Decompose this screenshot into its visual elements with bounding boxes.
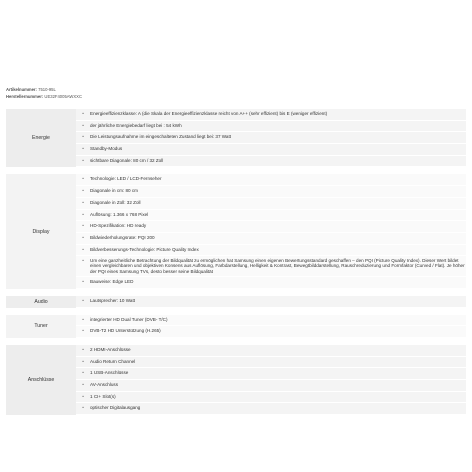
spec-row [76,156,466,168]
section-items [76,174,466,289]
spec-item-text: Bildwiederholungsrate: PQI 200 [90,234,155,240]
bullet-icon: • [82,328,84,334]
article-number-line [6,86,82,93]
bullet-icon: • [82,134,84,140]
spec-row [76,132,466,144]
spec-item-text: Die Leistungsaufnahme im eingeschalteten Zustand liegt bei: 37 Watt [90,134,232,140]
spec-item-text: Standby-Modus [90,146,123,152]
spec-item-text: Lautsprecher: 10 Watt [90,297,136,303]
article-number-value: 7510-95L [38,87,56,92]
spec-row [76,210,466,222]
bullet-icon: • [82,223,84,229]
spec-item-text: 2 HDMI-Anschlüsse [90,347,131,352]
section-gap [6,415,466,421]
section-items [76,296,466,308]
spec-item-text: 1 USB-Anschlüsse [90,370,129,376]
section-label: Tuner [6,315,76,338]
spec-row [76,256,466,277]
spec-row [76,357,466,369]
spec-row [76,245,466,257]
section-label: Energie [6,109,76,167]
bullet-icon: • [82,234,84,240]
spec-item-text: Auflösung: 1.366 x 768 Pixel [90,211,149,217]
spec-item-text: 1 CI+ Slot(s) [90,393,116,399]
section-label: Display [6,174,76,289]
section-label: Anschlüsse [6,345,76,415]
spec-row [76,277,466,289]
bullet-icon: • [82,347,84,352]
spec-row [76,392,466,404]
section-label: Audio [6,296,76,308]
bullet-icon: • [82,279,84,285]
bullet-icon: • [82,176,84,182]
spec-section [6,173,466,289]
section-items [76,345,466,415]
spec-item-text: Um eine ganzheitliche Betrachtung der Bildqualität zu ermöglichen hat Samsung einen eigenen Bewertungsstandard geschaffen – den PQI (Picture Quality Index). Dieser Wert bildet einen vergleichbaren und objektiven Konsens aus Auflösung, Farbdarstellung, Helligkeit & Kontrast, Bewegtbilddarstellung, Rauschreduzierung und Formfaktor (Curved / Flat). Je höher der PQI eines Samsung TVs, desto besser seine Bildqualität [90,257,465,274]
bullet-icon: • [82,199,84,205]
spec-row [76,326,466,338]
spec-row [76,315,466,327]
bullet-icon: • [82,393,84,399]
spec-row [76,144,466,156]
bullet-icon: • [82,188,84,194]
bullet-icon: • [82,382,84,388]
spec-item-text: sichtbare Diagonale: 80 cm / 32 Zoll [90,157,164,163]
spec-row [76,186,466,198]
spec-item-text: HD-Spezifikation: HD ready [90,223,147,229]
spec-item-text: Bauweise: Edge LED [90,279,134,285]
bullet-icon: • [82,370,84,376]
spec-item-text: optischer Digitalausgang [90,405,141,411]
spec-item-text: Technologie: LED / LCD-Fernseher [90,176,162,182]
spec-item-text: Diagonale in Zoll: 32 Zoll [90,199,141,205]
meta-block [6,86,82,100]
spec-section [6,108,466,167]
spec-row [76,403,466,415]
bullet-icon: • [82,316,84,322]
spec-row [76,380,466,392]
section-items [76,109,466,167]
spec-section [6,295,466,308]
spec-item-text: Energieeffizienzklasse: A (die Skala der Energieeffizienzklasse reicht von A++ (sehr effizient) bis E (weniger effizient) [90,111,328,116]
spec-table [6,108,466,421]
bullet-icon: • [82,211,84,217]
bullet-icon: • [82,246,84,252]
bullet-icon: • [82,358,84,364]
spec-row [76,233,466,245]
spec-row [76,221,466,233]
bullet-icon: • [82,111,84,116]
spec-row [76,345,466,357]
spec-row [76,121,466,133]
manufacturer-number-value: UE32F4005AWXXC [44,94,82,99]
bullet-icon: • [82,146,84,152]
spec-item-text: DVB-T2 HD Unterstützung (H.265) [90,328,161,334]
bullet-icon: • [82,257,84,263]
bullet-icon: • [82,297,84,303]
spec-item-text: Bildverbesserungs-Technologie: Picture Quality Index [90,246,199,252]
spec-item-text: integrierter HD Dual Tuner (DVB- T/C) [90,316,168,322]
spec-row [76,296,466,308]
spec-item-text: Audio Return Channel [90,358,136,364]
section-items [76,315,466,338]
article-number-label: Artikelnummer: [6,87,37,92]
spec-section [6,314,466,338]
spec-section [6,344,466,415]
bullet-icon: • [82,122,84,128]
spec-row [76,174,466,186]
spec-row [76,368,466,380]
spec-item-text: AV-Anschluss [90,382,118,388]
manufacturer-number-line [6,93,82,100]
spec-row [76,109,466,121]
bullet-icon: • [82,405,84,411]
spec-item-text: der jährliche Energiebedarf liegt bei : 54 kWh [90,122,182,128]
spec-row [76,198,466,210]
bullet-icon: • [82,157,84,163]
manufacturer-number-label: Herstellernummer: [6,94,44,99]
spec-item-text: Diagonale in cm: 80 cm [90,188,139,194]
